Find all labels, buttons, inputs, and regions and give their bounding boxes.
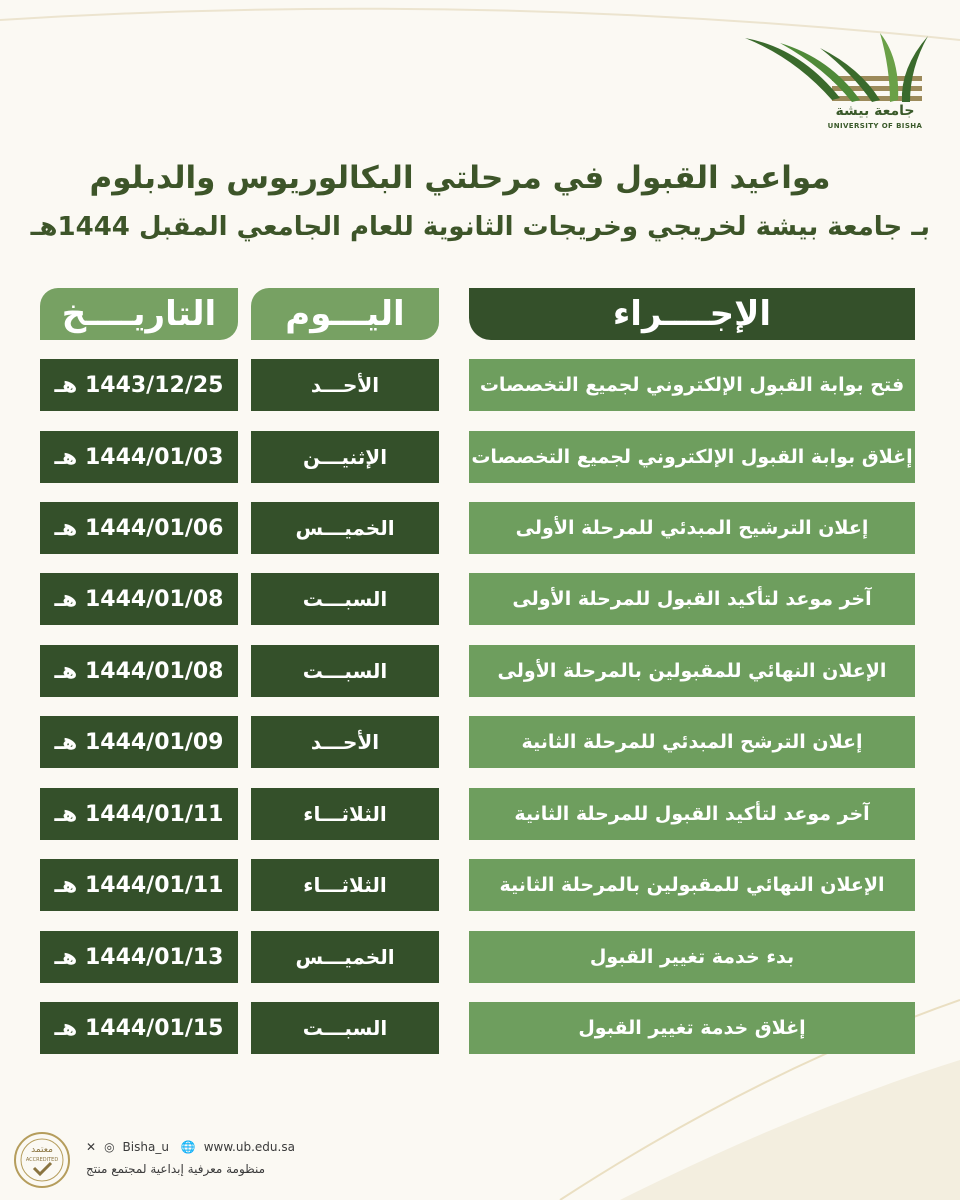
footer <box>12 1130 312 1190</box>
date-cell: 1443/12/25 هـ <box>40 359 238 411</box>
page-title: مواعيد القبول في مرحلتي البكالوريوس والدبلوم <box>89 160 831 196</box>
twitter-icon: ✕ <box>86 1140 97 1154</box>
logo-arabic-name: جامعة بيشة <box>835 103 915 119</box>
table-row <box>0 502 960 554</box>
action-cell: إغلاق خدمة تغيير القبول <box>469 1002 915 1054</box>
date-cell: 1444/01/13 هـ <box>40 931 238 983</box>
website-link[interactable]: www.ub.edu.sa <box>203 1140 295 1154</box>
table-row <box>0 931 960 983</box>
table-row <box>0 716 960 768</box>
page-subtitle: بـ جامعة بيشة لخريجي وخريجات الثانوية للعام الجامعي المقبل 1444هـ <box>30 212 930 242</box>
twitter-handle[interactable]: Bisha_u <box>122 1140 169 1154</box>
table-row <box>0 645 960 697</box>
action-cell: الإعلان النهائي للمقبولين بالمرحلة الأولى <box>469 645 915 697</box>
date-cell: 1444/01/06 هـ <box>40 502 238 554</box>
date-cell: 1444/01/09 هـ <box>40 716 238 768</box>
day-cell: الخميـــس <box>251 502 439 554</box>
day-cell: الثلاثـــاء <box>251 788 439 840</box>
footer-tagline: منظومة معرفية إبداعية لمجتمع منتج <box>86 1162 266 1176</box>
header-day: اليـــوم <box>251 288 439 340</box>
table-row <box>0 359 960 411</box>
day-cell: السبـــت <box>251 1002 439 1054</box>
date-cell: 1444/01/08 هـ <box>40 645 238 697</box>
action-cell: بدء خدمة تغيير القبول <box>469 931 915 983</box>
logo-english-name: UNIVERSITY OF BISHA <box>827 122 923 130</box>
seal-label-ar: معتمد <box>31 1145 53 1155</box>
instagram-icon: ◎ <box>104 1140 115 1154</box>
table-row <box>0 431 960 483</box>
date-cell: 1444/01/08 هـ <box>40 573 238 625</box>
action-cell: الإعلان النهائي للمقبولين بالمرحلة الثانية <box>469 859 915 911</box>
action-cell: إغلاق بوابة القبول الإلكتروني لجميع التخصصات <box>469 431 915 483</box>
action-cell: آخر موعد لتأكيد القبول للمرحلة الثانية <box>469 788 915 840</box>
day-cell: السبـــت <box>251 573 439 625</box>
action-cell: إعلان الترشيح المبدئي للمرحلة الأولى <box>469 502 915 554</box>
table-row <box>0 573 960 625</box>
day-cell: الخميـــس <box>251 931 439 983</box>
social-links <box>86 1140 303 1154</box>
action-cell: آخر موعد لتأكيد القبول للمرحلة الأولى <box>469 573 915 625</box>
date-cell: 1444/01/15 هـ <box>40 1002 238 1054</box>
day-cell: الأحـــد <box>251 716 439 768</box>
header-date: التاريــــخ <box>40 288 238 340</box>
day-cell: الثلاثـــاء <box>251 859 439 911</box>
action-cell: فتح بوابة القبول الإلكتروني لجميع التخصصات <box>469 359 915 411</box>
day-cell: الأحـــد <box>251 359 439 411</box>
globe-icon: 🌐 <box>180 1140 196 1154</box>
action-cell: إعلان الترشح المبدئي للمرحلة الثانية <box>469 716 915 768</box>
seal-label-en: ACCREDITED <box>25 1157 59 1163</box>
day-cell: الإثنيـــن <box>251 431 439 483</box>
table-row <box>0 788 960 840</box>
date-cell: 1444/01/03 هـ <box>40 431 238 483</box>
accreditation-seal-icon <box>12 1130 72 1190</box>
day-cell: السبـــت <box>251 645 439 697</box>
header-action: الإجــــراء <box>469 288 915 340</box>
date-cell: 1444/01/11 هـ <box>40 788 238 840</box>
table-row <box>0 1002 960 1054</box>
date-cell: 1444/01/11 هـ <box>40 859 238 911</box>
table-row <box>0 859 960 911</box>
